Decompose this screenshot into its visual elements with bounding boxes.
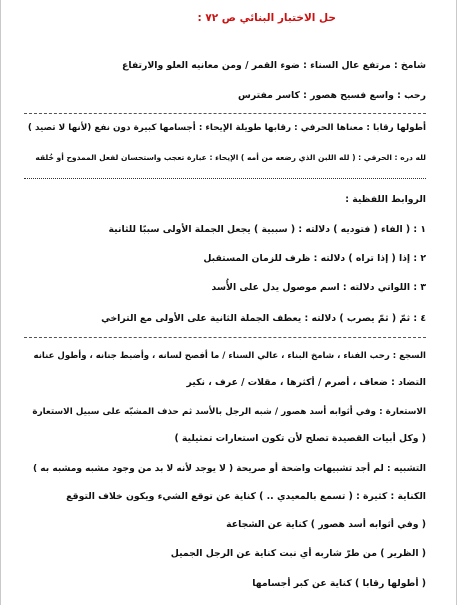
connector-item-2: ٢ : إذا ( إذا تراه ) دلالته : ظرف للزمان المستقبل: [203, 253, 426, 264]
answer-title: حل الاختبار البنائي ص ٧٢ :: [197, 12, 336, 24]
vocab-line-1: شامخ : مرتفع عال السناء : ضوء القمر / ومن معانيه العلو والارتفاع: [121, 60, 426, 71]
rhetoric-saj: السجع : رحب الفناء ، شامخ البناء ، عالي السناء / ما أفصح لسانه ، وأضبط جنانه ، وأطول عنانه: [33, 351, 426, 361]
section-heading: الروابط اللفظية :: [345, 194, 426, 205]
metonymy-example-1: ( وفي أثوابه أسد هصور ) كناية عن الشجاعة: [226, 519, 426, 530]
rhetoric-metonymy: الكناية : كثيرة : ( تسمع بالمعيدي .. ) كناية عن توقع الشيء ويكون خلاف التوقع: [66, 491, 426, 502]
vocab-line-2: رحب : واسع فسيح هصور : كاسر مفترس: [238, 90, 426, 101]
separator-line: [24, 113, 426, 114]
meaning-line-1: أطولها رقابا : معناها الحرفي : رقابها طويلة الإيحاء : أجسامها كبيرة دون نفع (لأنها لا تصيد ): [27, 123, 426, 133]
connector-item-3: ٣ : اللواتي دلالته : اسم موصول يدل على الأُسد: [211, 282, 426, 293]
separator-line: [24, 337, 426, 338]
rhetoric-metaphor-note: ( وكل أبيات القصيدة تصلح لأن تكون استعارات تمثيلية ): [174, 433, 426, 444]
rhetoric-antithesis: التضاد : ضعاف ، أصرم / أكثرها ، مقلات / عرف ، نكير: [186, 377, 426, 388]
connector-item-4: ٤ : ثمّ ( ثمّ يصرب ) دلالته : يعطف الجملة الثانية على الأولى مع التراخي: [101, 313, 426, 324]
rhetoric-metaphor: الاستعارة : وفي أثوابه أسد هصور / شبه الرجل بالأسد ثم حذف المشبّه على سبيل الاستعارة: [32, 407, 426, 417]
metonymy-example-3: ( أطولها رقابا ) كناية عن كبر أجسامها: [252, 578, 426, 589]
meaning-line-2: لله دره : الحرفي : ( لله اللبن الذي رضعه من أمه ) الإيحاء : عبارة تعجب واستحسان لفعل الممدوح أو خُلقه: [35, 153, 426, 162]
separator-line: [24, 178, 426, 179]
rhetoric-simile: التشبيه : لم أجد تشبيهات واضحة أو صريحة ( لا يوجد لأنه لا بد من وجود مشبه ومشبه به ): [33, 464, 426, 474]
metonymy-example-2: ( الظرير ) من طرّ شاربه أي نبت كناية عن الرجل الجميل: [170, 548, 426, 559]
connector-item-1: ١ : ( الفاء ( فتوديه ) دلالته : ( سببية ) يجعل الجملة الأولى سببًا للثانية: [108, 224, 426, 235]
